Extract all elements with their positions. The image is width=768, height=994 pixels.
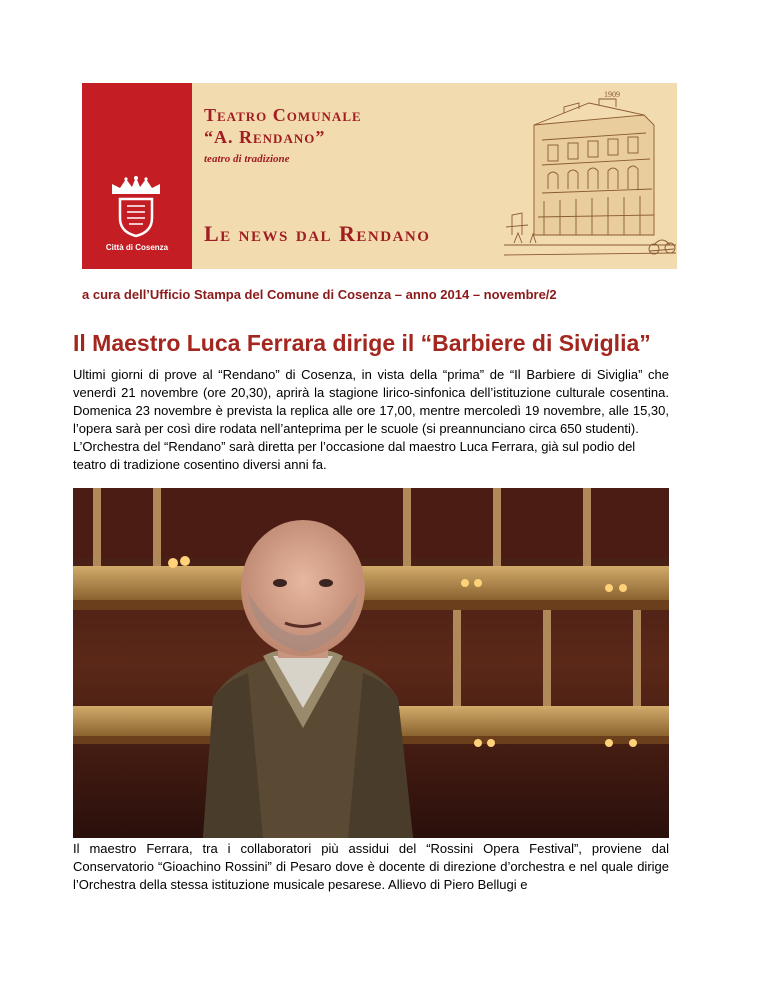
newsletter-title: Le news dal Rendano: [204, 221, 431, 246]
city-emblem-panel: [82, 83, 192, 269]
theatre-subtitle: teatro di tradizione: [204, 153, 290, 165]
paragraph-3: Il maestro Ferrara, tra i collaboratori più assidui del “Rossini Opera Festival”, proviene dal Conservatorio “Gioachino Rossini” di Pesaro dove è docente di direzione d’orchestra e nel quale dirige l’Orchestra della stessa istituzione musicale pesarese. Allievo di Piero Bellugi e: [73, 841, 669, 892]
press-office-credit: a cura dell’Ufficio Stampa del Comune di Cosenza – anno 2014 – novembre/2: [82, 287, 557, 302]
theatre-building-illustration: [504, 85, 676, 269]
article-photo: [73, 488, 669, 838]
svg-text:1909: 1909: [604, 90, 620, 99]
conductor-portrait-photo: [73, 488, 669, 838]
theatre-title-line1: Teatro Comunale: [204, 105, 362, 125]
city-label: Città di Cosenza: [105, 243, 169, 252]
article-intro: [73, 366, 669, 474]
paragraph-2: L’Orchestra del “Rendano” sarà diretta per l’occasione dal maestro Luca Ferrara, già sul podio del teatro di tradizione cosentino diversi anni fa.: [73, 439, 636, 472]
theatre-title-line2: “A. Rendano”: [204, 127, 326, 147]
coat-of-arms-icon: [117, 196, 155, 238]
header-banner: [82, 83, 677, 269]
paragraph-1: Ultimi giorni di prove al “Rendano” di Cosenza, in vista della “prima” de “Il Barbiere di Siviglia” che venerdì 21 novembre (ore 20,30), aprirà la stagione lirico-sinfonica dell’istituzione culturale cosentina. Domenica 23 novembre è prevista la replica alle ore 17,00, mentre mercoledì 19 novembre, alle 15,30, l’opera sarà per così dire rodata nell’anteprima per le scuole (si preannunciano circa 650 studenti).: [73, 367, 669, 436]
article-headline: Il Maestro Luca Ferrara dirige il “Barbiere di Siviglia”: [73, 330, 651, 356]
crown-icon: [108, 175, 164, 195]
